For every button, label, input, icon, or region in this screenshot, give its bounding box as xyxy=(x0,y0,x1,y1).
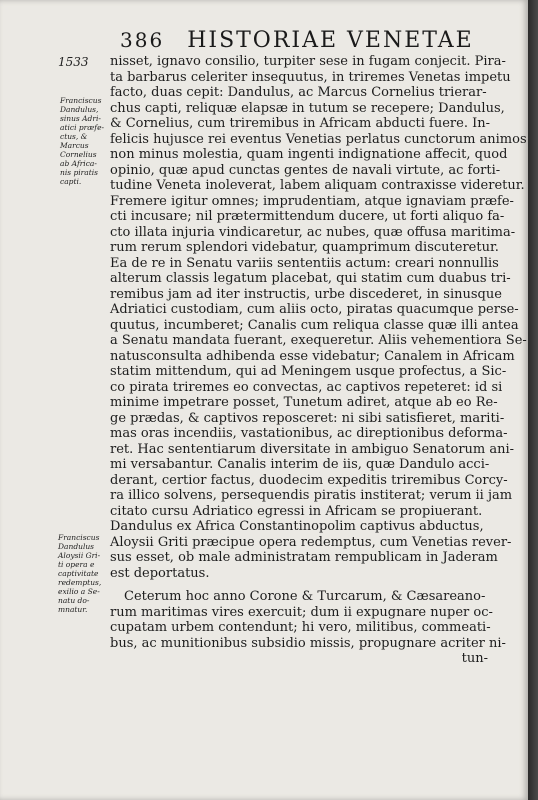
marginal-note-line: captivitate xyxy=(58,569,99,578)
text-line: natusconsulta adhibenda esse videbatur; Canalem in Africam xyxy=(110,348,515,364)
marginal-note-line: nis piratis xyxy=(60,168,98,177)
marginal-note-1 xyxy=(60,96,106,186)
marginal-note-line: mnatur. xyxy=(58,605,88,614)
text-line: nisset, ignavo consilio, turpiter sese in fugam conjecit. Pira- xyxy=(110,54,506,69)
marginal-note-2 xyxy=(58,533,104,614)
text-line: Adriatici custodiam, cum aliis octo, piratas quacumque perse- xyxy=(110,302,519,317)
text-line: derant, certior factus, duodecim expeditis triremibus Corcy- xyxy=(110,472,508,488)
text-line: tudine Veneta inoleverat, labem aliquam contraxisse videretur. xyxy=(110,178,525,193)
paragraph-gap xyxy=(110,581,488,589)
text-line: minime impetrare posset, Tunetum adiret, atque ab eo Re- xyxy=(110,395,498,410)
marginal-note-line: ab Africa- xyxy=(60,159,97,168)
marginal-note-line: Cornelius xyxy=(60,150,97,159)
text-line: facto, duas cepit: Dandulus, ac Marcus Cornelius trierar- xyxy=(110,85,487,100)
page-number: 386 xyxy=(120,28,165,52)
text-line: opinio, quæ apud cunctas gentes de navali virtute, ac forti- xyxy=(110,162,501,178)
text-line: statim mittendum, qui ad Meningem usque profectus, a Sic- xyxy=(110,364,507,379)
text-line: a Senatu mandata fuerant, exequeretur. Aliis vehementiora Se- xyxy=(110,333,527,348)
marginal-note-line: Dandulus xyxy=(58,542,95,551)
text-line: Fremere igitur omnes; imprudentiam, atque ignaviam præfe- xyxy=(110,193,514,209)
text-line: felicis hujusce rei eventus Venetias perlatus cunctorum animos xyxy=(110,131,527,147)
marginal-note-line: atici præfe- xyxy=(60,123,105,132)
marginal-note-line: Dandulus, xyxy=(60,105,99,114)
marginal-note-line: Aloysii Gri- xyxy=(58,551,101,560)
marginal-note-line: ctus, & xyxy=(60,132,88,141)
running-head xyxy=(120,28,474,53)
text-line: citato cursu Adriatico egressi in Africam se propiuerant. xyxy=(110,503,483,519)
margin-year: 1533 xyxy=(58,55,89,69)
running-title: HISTORIAE VENETAE xyxy=(187,28,474,53)
text-line: quutus, incumberet; Canalis cum reliqua classe quæ illi antea xyxy=(110,317,519,333)
text-line: Dandulus ex Africa Constantinopolim captivus abductus, xyxy=(110,519,484,534)
text-line: Ceterum hoc anno Corone & Turcarum, & Cæsareano- xyxy=(124,589,486,604)
marginal-note-line: Franciscus xyxy=(58,533,100,542)
text-line: est deportatus. xyxy=(110,565,210,581)
text-line: non minus molestia, quam ingenti indignatione affecit, quod xyxy=(110,147,508,162)
page-edge-shadow xyxy=(528,0,538,800)
text-line: co pirata triremes eo convectas, ac captivos repeteret: id si xyxy=(110,379,503,395)
text-line: ge prædas, & captivos reposceret: ni sibi satisfieret, mariti- xyxy=(110,410,505,426)
text-line: mi versabantur. Canalis interim de iis, quæ Dandulo acci- xyxy=(110,457,490,472)
text-line: cupatam urbem contendunt; hi vero, militibus, commeati- xyxy=(110,620,491,635)
text-line: rum maritimas vires exercuit; dum ii expugnare nuper oc- xyxy=(110,604,493,620)
text-line: chus capti, reliquæ elapsæ in tutum se recepere; Dandulus, xyxy=(110,100,505,116)
text-line: ret. Hac sententiarum diversitate in ambiguo Senatorum ani- xyxy=(110,441,515,457)
text-line: mas oras incendiis, vastationibus, ac direptionibus deforma- xyxy=(110,426,508,441)
text-line: Ea de re in Senatu variis sententiis actum: creari nonnullis xyxy=(110,255,499,271)
text-line: cti incusare; nil prætermittendum ducere, ut forti aliquo fa- xyxy=(110,209,505,224)
text-line: rum rerum splendori videbatur, quamprimum discuteretur. xyxy=(110,240,499,255)
marginal-note-line: sinus Adri- xyxy=(60,114,101,123)
marginal-note-line: exilio a Se- xyxy=(58,587,100,596)
text-line: bus, ac munitionibus subsidio missis, propugnare acriter ni- xyxy=(110,635,506,651)
marginal-note-line: ti opera e xyxy=(58,560,95,569)
main-text xyxy=(110,54,527,667)
catchword: tun- xyxy=(461,651,488,666)
text-line: alterum classis legatum placebat, qui statim cum duabus tri- xyxy=(110,271,511,286)
text-line: ra illico solvens, persequendis piratis institerat; verum ii jam xyxy=(110,488,513,503)
text-line: Aloysii Griti præcipue opera redemptus, cum Venetias rever- xyxy=(110,534,512,550)
text-line: & Cornelius, cum triremibus in Africam abducti fuere. In- xyxy=(110,116,490,131)
text-line: ta barbarus celeriter insequutus, in triremes Venetas impetu xyxy=(110,69,511,85)
text-line: cto illata injuria vindicaretur, ac nubes, quæ offusa maritima- xyxy=(110,224,516,240)
marginal-note-line: Franciscus xyxy=(60,96,102,105)
text-line: remibus jam ad iter instructis, urbe discederet, in sinusque xyxy=(110,286,502,302)
marginal-note-line: redemptus, xyxy=(58,578,102,587)
marginal-note-line: capti. xyxy=(60,177,82,186)
marginal-note-line: Marcus xyxy=(60,141,89,150)
marginal-note-line: natu do- xyxy=(58,596,90,605)
text-line: sus esset, ob male administratam rempublicam in Jaderam xyxy=(110,550,498,565)
